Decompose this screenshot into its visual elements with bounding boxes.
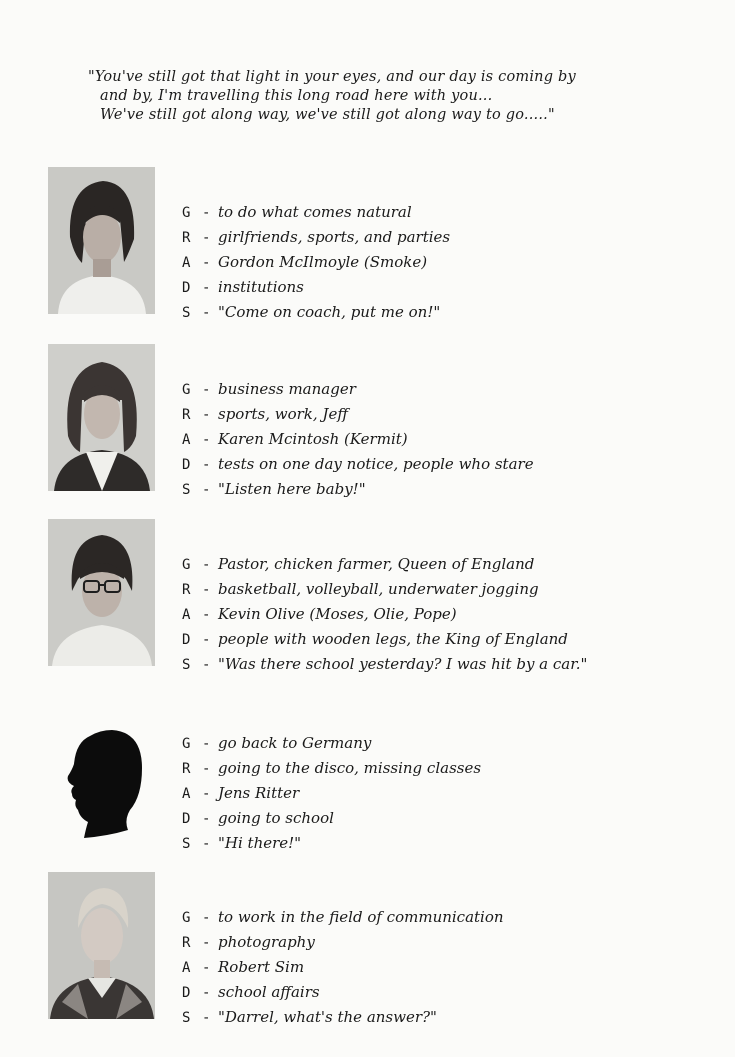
quote-line-1: "You've still got that light in your eyes, and our day is coming by <box>88 69 576 85</box>
portrait-photo-icon <box>48 519 155 666</box>
line-text: going to the disco, missing classes <box>218 759 482 777</box>
line-text: "Hi there!" <box>218 834 302 852</box>
student-entry <box>48 872 708 1026</box>
entry-line-g <box>182 905 504 930</box>
line-text: people with wooden legs, the King of England <box>218 630 568 648</box>
line-text: institutions <box>218 278 304 296</box>
entry-line-a <box>182 250 450 275</box>
entry-line-d <box>182 275 450 300</box>
entry-line-a <box>182 427 534 452</box>
entry-line-g <box>182 377 534 402</box>
line-dash: - <box>202 910 211 926</box>
line-key: G <box>182 205 191 221</box>
student-entry <box>48 344 708 498</box>
student-photo <box>48 519 155 666</box>
entry-line-r <box>182 225 450 250</box>
line-dash: - <box>202 305 211 321</box>
line-dash: - <box>202 382 211 398</box>
line-key: D <box>182 280 191 296</box>
line-dash: - <box>202 935 211 951</box>
line-key: A <box>182 786 191 802</box>
line-key: D <box>182 811 191 827</box>
entry-line-a <box>182 955 504 980</box>
student-entry <box>48 167 708 321</box>
line-key: S <box>182 836 191 852</box>
line-dash: - <box>202 230 211 246</box>
entry-line-d <box>182 806 481 831</box>
line-text: tests on one day notice, people who stare <box>218 455 534 473</box>
entry-line-g <box>182 552 587 577</box>
line-key: R <box>182 582 191 598</box>
entry-line-s <box>182 477 534 502</box>
line-dash: - <box>202 407 211 423</box>
portrait-photo-icon <box>48 872 155 1019</box>
student-photo <box>48 872 155 1019</box>
portrait-photo-icon <box>48 344 155 491</box>
line-key: R <box>182 407 191 423</box>
line-text: to work in the field of communication <box>218 908 504 926</box>
line-text: "Come on coach, put me on!" <box>218 303 441 321</box>
line-key: G <box>182 382 191 398</box>
student-entry <box>48 519 708 673</box>
line-key: R <box>182 230 191 246</box>
entry-line-a <box>182 781 481 806</box>
entry-lines <box>182 905 504 1030</box>
line-text: Kevin Olive (Moses, Olie, Pope) <box>218 605 457 623</box>
entry-lines <box>182 377 534 502</box>
line-dash: - <box>202 985 211 1001</box>
line-dash: - <box>202 786 211 802</box>
entry-line-s <box>182 300 450 325</box>
line-dash: - <box>202 836 211 852</box>
line-dash: - <box>202 960 211 976</box>
line-dash: - <box>202 607 211 623</box>
entry-line-r <box>182 577 587 602</box>
student-silhouette <box>48 698 155 845</box>
line-dash: - <box>202 432 211 448</box>
line-key: S <box>182 1010 191 1026</box>
line-text: Karen Mcintosh (Kermit) <box>218 430 408 448</box>
quote-line-2: and by, I'm travelling this long road here with you... <box>100 88 493 104</box>
line-dash: - <box>202 255 211 271</box>
line-text: going to school <box>218 809 334 827</box>
student-entry <box>48 698 708 852</box>
line-key: S <box>182 482 191 498</box>
line-text: "Darrel, what's the answer?" <box>218 1008 437 1026</box>
line-text: "Was there school yesterday? I was hit by a car." <box>218 655 588 673</box>
line-key: S <box>182 657 191 673</box>
entry-lines <box>182 552 587 677</box>
silhouette-profile-icon <box>48 698 155 845</box>
line-key: A <box>182 255 191 271</box>
line-dash: - <box>202 632 211 648</box>
student-photo <box>48 344 155 491</box>
line-key: A <box>182 607 191 623</box>
entry-line-s <box>182 1005 504 1030</box>
line-key: D <box>182 985 191 1001</box>
entry-line-d <box>182 627 587 652</box>
entry-line-g <box>182 200 450 225</box>
entry-line-d <box>182 452 534 477</box>
line-text: go back to Germany <box>218 734 372 752</box>
entry-line-r <box>182 930 504 955</box>
line-text: basketball, volleyball, underwater jogging <box>218 580 539 598</box>
entry-line-s <box>182 831 481 856</box>
entry-line-g <box>182 731 481 756</box>
entry-line-d <box>182 980 504 1005</box>
portrait-photo-icon <box>48 167 155 314</box>
line-key: D <box>182 632 191 648</box>
line-text: Jens Ritter <box>218 784 300 802</box>
line-text: "Listen here baby!" <box>218 480 366 498</box>
line-key: S <box>182 305 191 321</box>
student-photo <box>48 167 155 314</box>
line-dash: - <box>202 736 211 752</box>
entry-line-s <box>182 652 587 677</box>
line-dash: - <box>202 1010 211 1026</box>
line-text: Gordon McIlmoyle (Smoke) <box>218 253 428 271</box>
line-dash: - <box>202 557 211 573</box>
line-key: A <box>182 960 191 976</box>
line-text: Robert Sim <box>218 958 305 976</box>
line-text: sports, work, Jeff <box>218 405 348 423</box>
line-text: to do what comes natural <box>218 203 412 221</box>
line-key: G <box>182 557 191 573</box>
line-dash: - <box>202 280 211 296</box>
song-quote <box>88 68 688 125</box>
line-key: R <box>182 935 191 951</box>
line-text: photography <box>218 933 315 951</box>
line-dash: - <box>202 457 211 473</box>
line-key: A <box>182 432 191 448</box>
entry-lines <box>182 731 481 856</box>
line-key: R <box>182 761 191 777</box>
line-text: girlfriends, sports, and parties <box>218 228 451 246</box>
line-text: business manager <box>218 380 356 398</box>
line-text: Pastor, chicken farmer, Queen of England <box>218 555 535 573</box>
line-dash: - <box>202 582 211 598</box>
line-dash: - <box>202 811 211 827</box>
line-dash: - <box>202 482 211 498</box>
quote-line-3: We've still got along way, we've still got along way to go....." <box>100 107 555 123</box>
entry-line-r <box>182 756 481 781</box>
line-dash: - <box>202 205 211 221</box>
entry-line-r <box>182 402 534 427</box>
line-dash: - <box>202 657 211 673</box>
line-dash: - <box>202 761 211 777</box>
entry-line-a <box>182 602 587 627</box>
line-key: G <box>182 910 191 926</box>
line-key: D <box>182 457 191 473</box>
line-text: school affairs <box>218 983 320 1001</box>
entry-lines <box>182 200 450 325</box>
line-key: G <box>182 736 191 752</box>
